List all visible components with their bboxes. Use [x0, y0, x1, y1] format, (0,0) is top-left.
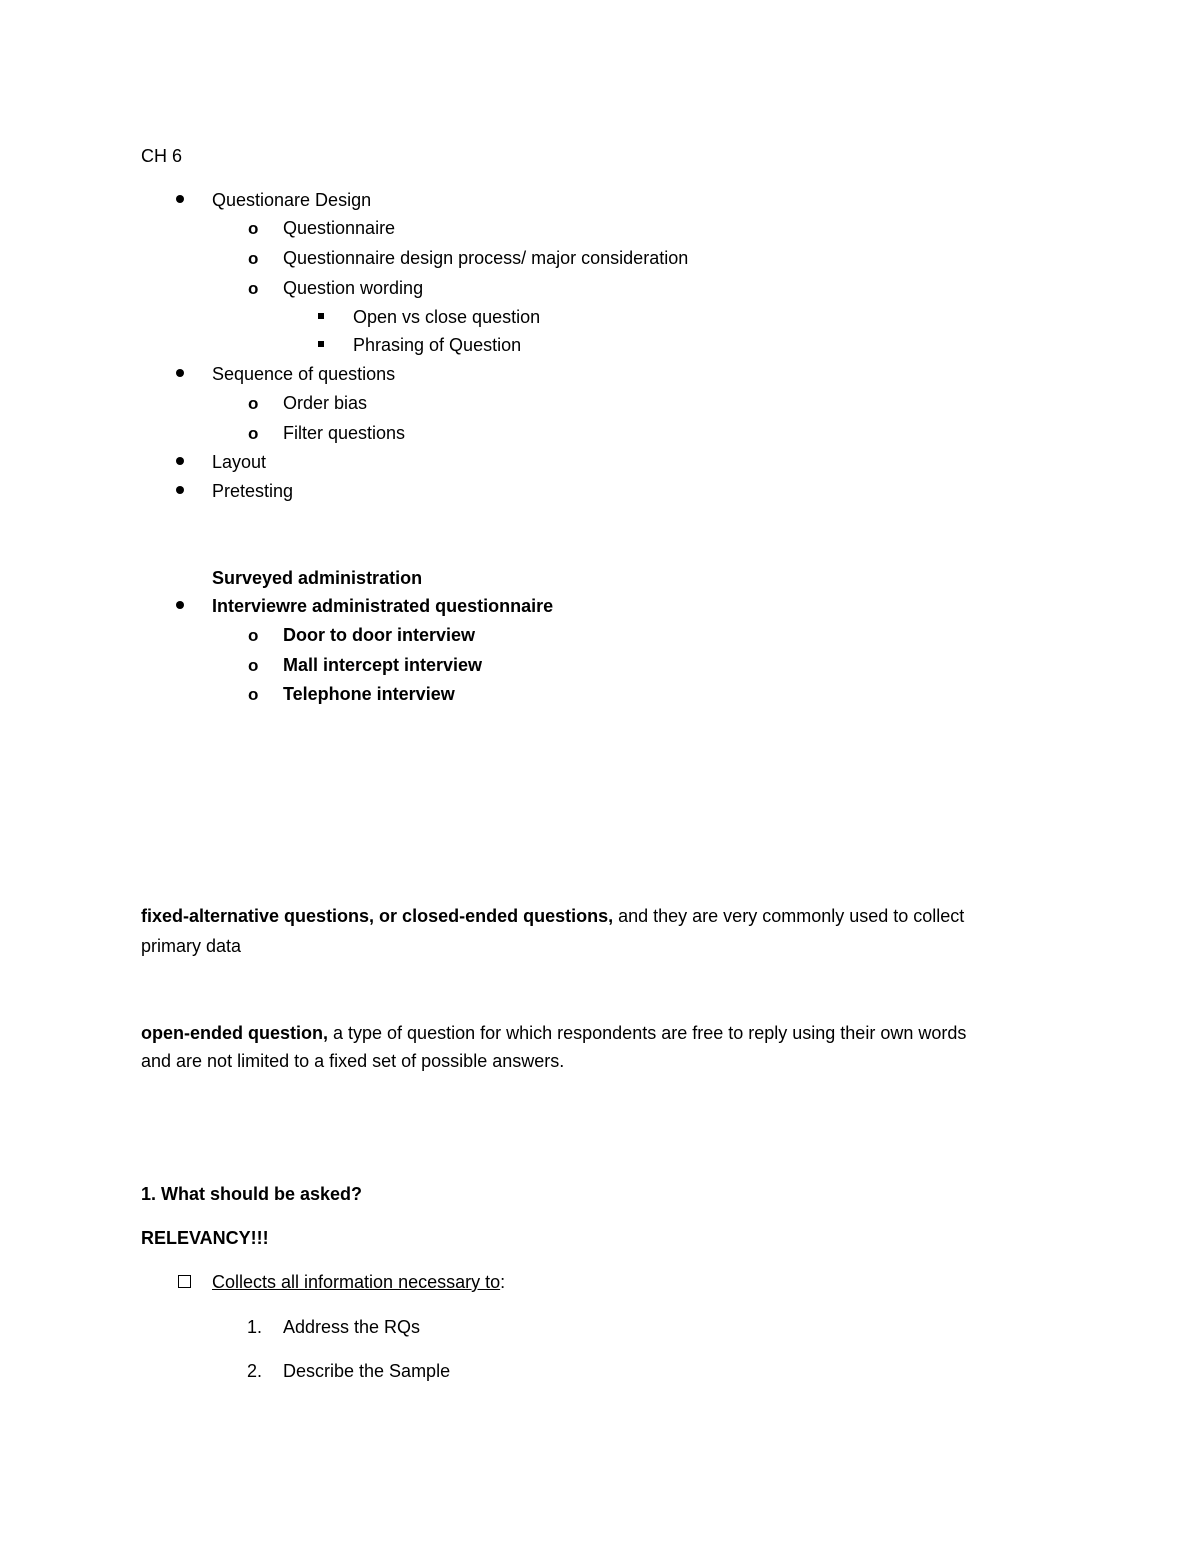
paragraph-fixed-alternative	[141, 905, 964, 927]
section-title-what-should-be-asked: 1. What should be asked?	[141, 1184, 363, 1204]
outline-subitem-questionnaire: Questionnaire	[283, 218, 396, 238]
bullet-o: o	[248, 685, 259, 704]
outline-subitem-design-process: Questionnaire design process/ major consideration	[283, 248, 689, 268]
bullet-disc	[176, 601, 184, 609]
numbered-item-address-rqs: Address the RQs	[283, 1317, 421, 1337]
bullet-o: o	[248, 394, 259, 413]
survey-item-interviewer: Interviewre administrated questionnaire	[212, 596, 554, 616]
checkbox-item-collects-information	[212, 1271, 505, 1293]
outline-subitem-order-bias: Order bias	[283, 393, 368, 413]
outline-item-pretesting: Pretesting	[212, 481, 294, 501]
numbered-marker: 1.	[247, 1317, 263, 1337]
paragraph-fixed-alternative-line2: primary data	[141, 936, 242, 956]
numbered-item-describe-sample: Describe the Sample	[283, 1361, 451, 1381]
paragraph-fixed-alternative-text: and they are very commonly used to collect	[613, 906, 965, 926]
survey-subitem-door-to-door: Door to door interview	[283, 625, 476, 645]
paragraph-open-ended-line2: and are not limited to a fixed set of possible answers.	[141, 1051, 565, 1071]
paragraph-open-ended-term: open-ended question,	[141, 1023, 328, 1043]
paragraph-open-ended	[141, 1022, 966, 1044]
outline-item-sequence: Sequence of questions	[212, 364, 396, 384]
bullet-o: o	[248, 626, 259, 645]
bullet-square	[318, 313, 324, 319]
bullet-disc	[176, 486, 184, 494]
page-heading: CH 6	[141, 146, 183, 166]
bullet-o: o	[248, 656, 259, 675]
bullet-square	[318, 341, 324, 347]
outline-item-layout: Layout	[212, 452, 267, 472]
checkbox-item-colon: :	[500, 1272, 506, 1292]
bullet-o: o	[248, 219, 259, 238]
bullet-o: o	[248, 279, 259, 298]
bullet-disc	[176, 195, 184, 203]
bullet-o: o	[248, 249, 259, 268]
outline-item-questionare-design: Questionare Design	[212, 190, 372, 210]
checkbox-icon	[178, 1275, 191, 1288]
outline-subsubitem-phrasing: Phrasing of Question	[353, 335, 522, 355]
survey-subitem-mall-intercept: Mall intercept interview	[283, 655, 483, 675]
numbered-marker: 2.	[247, 1361, 263, 1381]
outline-subsubitem-open-vs-close: Open vs close question	[353, 307, 541, 327]
outline-subitem-filter-questions: Filter questions	[283, 423, 406, 443]
bullet-disc	[176, 457, 184, 465]
survey-title: Surveyed administration	[212, 568, 423, 588]
bullet-o: o	[248, 424, 259, 443]
outline-subitem-question-wording: Question wording	[283, 278, 424, 298]
bullet-disc	[176, 369, 184, 377]
paragraph-fixed-alternative-term: fixed-alternative questions, or closed-ended questions,	[141, 906, 614, 926]
survey-subitem-telephone: Telephone interview	[283, 684, 455, 704]
paragraph-open-ended-text: a type of question for which respondents are free to reply using their own words	[328, 1023, 967, 1043]
checkbox-item-text: Collects all information necessary to	[212, 1272, 501, 1292]
section-subtitle-relevancy: RELEVANCY!!!	[141, 1228, 269, 1248]
